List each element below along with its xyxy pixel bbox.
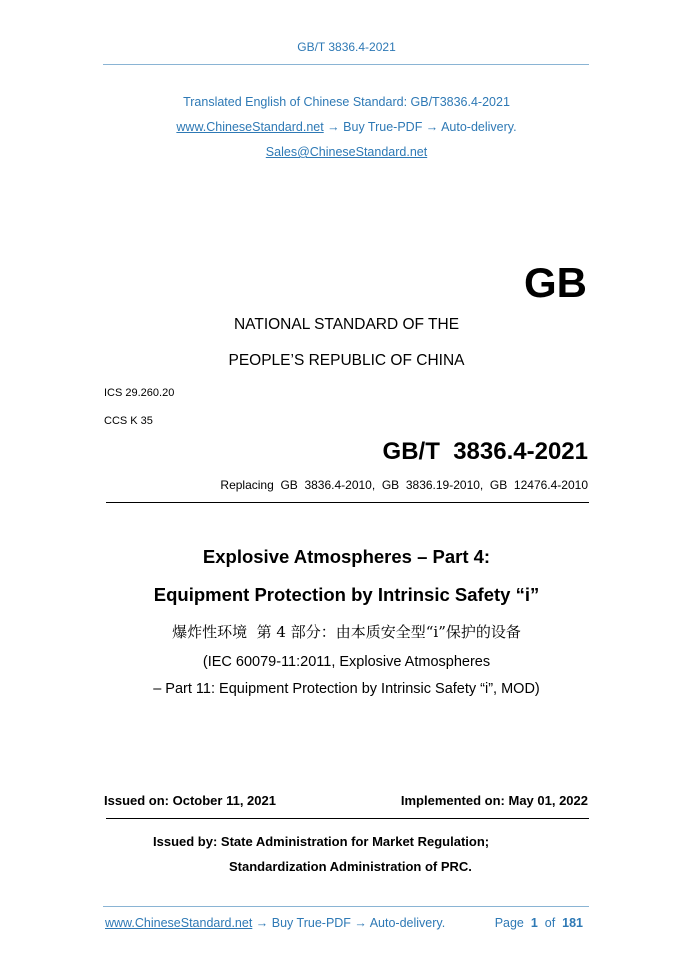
page-total: 181 <box>562 916 583 930</box>
title-line-1: Explosive Atmospheres – Part 4: <box>202 546 491 567</box>
ccs-code: CCS K 35 <box>104 415 153 427</box>
issued-by-line-1: Issued by: State Administration for Market Regulation; <box>153 834 490 849</box>
footer-promo <box>105 916 445 930</box>
sales-email-link[interactable]: Sales@ChineseStandard.net <box>265 145 428 159</box>
issued-on: Issued on: October 11, 2021 <box>104 793 276 808</box>
number-rule <box>106 502 589 503</box>
national-line-1: NATIONAL STANDARD OF THE <box>233 316 460 333</box>
email-line <box>0 145 693 159</box>
footer-site-link[interactable]: www.ChineseStandard.net <box>105 916 253 930</box>
national-line-2: PEOPLE’S REPUBLIC OF CHINA <box>228 352 465 369</box>
title-chinese: 爆炸性环境 第 4 部分：由本质安全型“i”保护的设备 <box>172 623 521 641</box>
standard-number: GB/T 3836.4-2021 <box>382 438 588 465</box>
footer-rule <box>103 906 589 907</box>
footer-promo-text: → Buy True-PDF → Auto-delivery. <box>252 916 446 930</box>
promo-text: → Buy True-PDF → Auto-delivery. <box>323 120 517 134</box>
issued-by-line-2: Standardization Administration of PRC. <box>229 859 472 874</box>
header-rule <box>103 64 589 65</box>
page-of: of <box>544 916 556 930</box>
header-doc-id: GB/T 3836.4-2021 <box>297 40 396 54</box>
page-indicator <box>495 916 583 930</box>
replacing-line: Replacing GB 3836.4-2010, GB 3836.19-2010, GB 12476.4-2010 <box>220 478 588 492</box>
page-label: Page <box>494 916 524 930</box>
gb-mark: GB <box>524 259 587 306</box>
promo-site-link[interactable]: www.ChineseStandard.net <box>176 120 324 134</box>
translation-line: Translated English of Chinese Standard: GB/T3836.4-2021 <box>183 95 510 109</box>
iec-line-2: – Part 11: Equipment Protection by Intrinsic Safety “i”, MOD) <box>153 681 540 697</box>
dates-rule <box>106 818 589 819</box>
promo-line <box>0 120 693 134</box>
title-line-2: Equipment Protection by Intrinsic Safety “i” <box>153 584 540 605</box>
iec-line-1: (IEC 60079-11:2011, Explosive Atmospheres <box>202 654 491 670</box>
ics-code: ICS 29.260.20 <box>104 387 175 399</box>
implemented-on: Implemented on: May 01, 2022 <box>400 793 588 808</box>
page-current: 1 <box>530 916 538 930</box>
